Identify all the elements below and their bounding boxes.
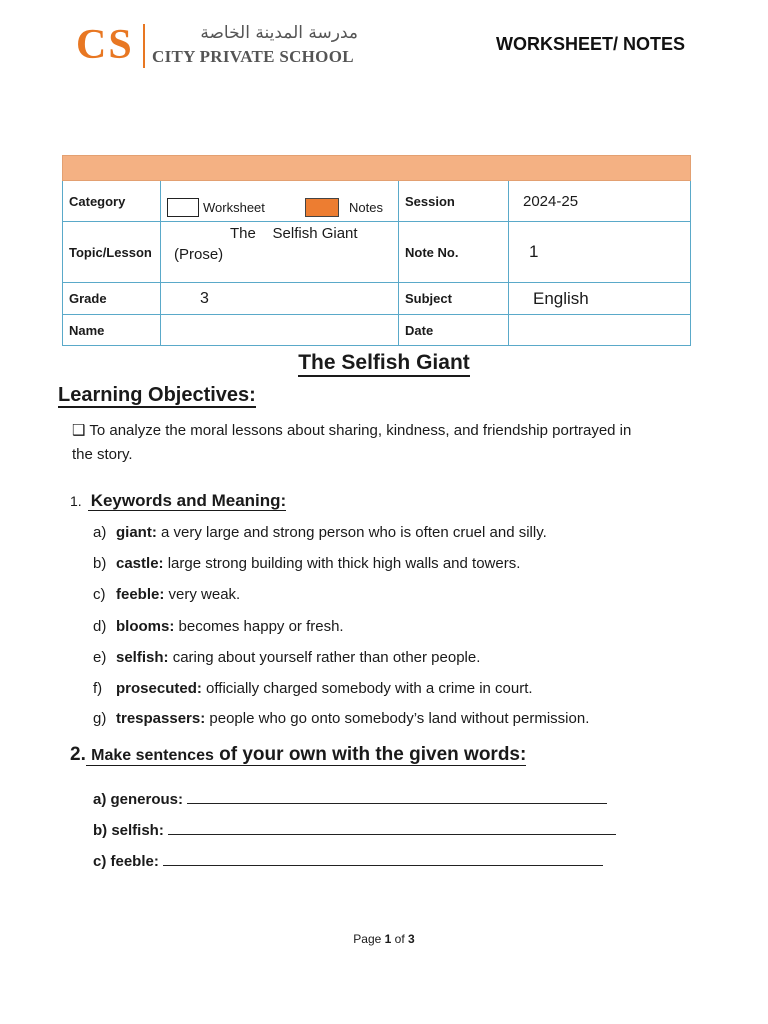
sentence-row [93,851,603,872]
page-total: 3 [408,932,415,946]
keyword-meaning: large strong building with thick high walls and towers. [167,555,521,572]
item-letter: f) [93,680,103,697]
list-item [93,648,480,668]
note-no-label: Note No. [399,222,509,283]
note-no-value: 1 [509,222,691,283]
school-logo-mark: CS [76,22,134,68]
objectives-heading [58,383,256,407]
sentences-heading [70,743,526,768]
section-number: 2. [70,744,86,765]
keyword-meaning: becomes happy or fresh. [178,618,344,635]
item-letter: a) [93,524,107,541]
topic-line-2: (Prose) [174,246,224,263]
keyword: giant: [116,524,157,541]
item-letter: c) [93,586,106,603]
session-value: 2024-25 [509,181,691,222]
item-letter: d) [93,618,107,635]
school-name-english: CITY PRIVATE SCHOOL [152,47,354,66]
topic-label: Topic/Lesson [63,222,161,283]
category-label: Category [63,181,161,222]
info-table [62,155,691,346]
sentence-label: a) generous: [93,791,184,808]
page-footer [0,931,768,947]
table-row [63,283,691,315]
keyword-meaning: officially charged somebody with a crime in court. [206,680,533,697]
lesson-title-text: The Selfish Giant [298,351,470,377]
keyword-meaning: caring about yourself rather than other people. [172,649,481,666]
sentence-answer-line[interactable] [168,820,616,835]
list-item [93,709,589,729]
name-field[interactable] [161,315,399,346]
of-word: of [394,932,405,946]
session-label: Session [399,181,509,222]
keyword: feeble: [116,586,165,603]
list-item [93,679,533,699]
sentences-heading-part1: Make sentences [91,747,214,764]
keyword: prosecuted: [116,680,202,697]
notes-label: Notes [349,200,383,215]
bullet-box-icon: ❑ [72,422,86,439]
date-label: Date [399,315,509,346]
table-header-bar [63,156,691,181]
objectives-heading-text: Learning Objectives: [58,384,256,406]
item-letter: b) [93,555,107,572]
list-item [93,523,547,543]
sentences-heading-part2: of your own with the given words: [219,744,527,765]
subject-label: Subject [399,283,509,315]
notes-checkbox[interactable] [305,198,339,217]
date-field[interactable] [509,315,691,346]
keyword-meaning: a very large and strong person who is often cruel and silly. [161,524,547,541]
keyword-meaning: very weak. [168,586,241,603]
page-word: Page [353,932,382,946]
sentence-answer-line[interactable] [187,789,607,804]
keywords-heading [70,490,286,512]
keyword: castle: [116,555,164,572]
keyword: trespassers: [116,710,206,727]
sentence-label: c) feeble: [93,853,159,870]
grade-value: 3 [161,283,399,315]
keyword: selfish: [116,649,169,666]
item-letter: g) [93,710,107,727]
page-current: 1 [384,932,392,946]
keyword-meaning: people who go onto somebody’s land without permission. [209,710,590,727]
lesson-title [0,350,768,376]
list-item [93,585,240,605]
objective-item [72,419,632,467]
section-number: 1. [70,493,82,509]
document-type-title: WORKSHEET/ NOTES [496,34,686,54]
logo-divider [143,24,145,68]
worksheet-checkbox[interactable] [167,198,199,217]
table-row [63,315,691,346]
subject-value: English [509,283,691,315]
table-row [63,181,691,222]
list-item [93,617,344,637]
sentence-answer-line[interactable] [163,851,603,866]
sentence-row [93,789,607,810]
keywords-heading-text: Keywords and Meaning: [88,491,287,511]
name-label: Name [63,315,161,346]
school-name-arabic: مدرسة المدينة الخاصة [200,23,358,43]
grade-label: Grade [63,283,161,315]
table-row [63,222,691,283]
objective-text: To analyze the moral lessons about sharing, kindness, and friendship portrayed in the story. [72,422,632,463]
topic-value [161,222,399,283]
sentences-heading-text [86,744,526,766]
keyword: blooms: [116,618,175,635]
list-item [93,554,520,574]
topic-line-1: The Selfish Giant [230,225,358,242]
category-options [161,181,399,222]
sentence-label: b) selfish: [93,822,164,839]
sentence-row [93,820,616,841]
worksheet-label: Worksheet [203,200,265,215]
item-letter: e) [93,649,107,666]
